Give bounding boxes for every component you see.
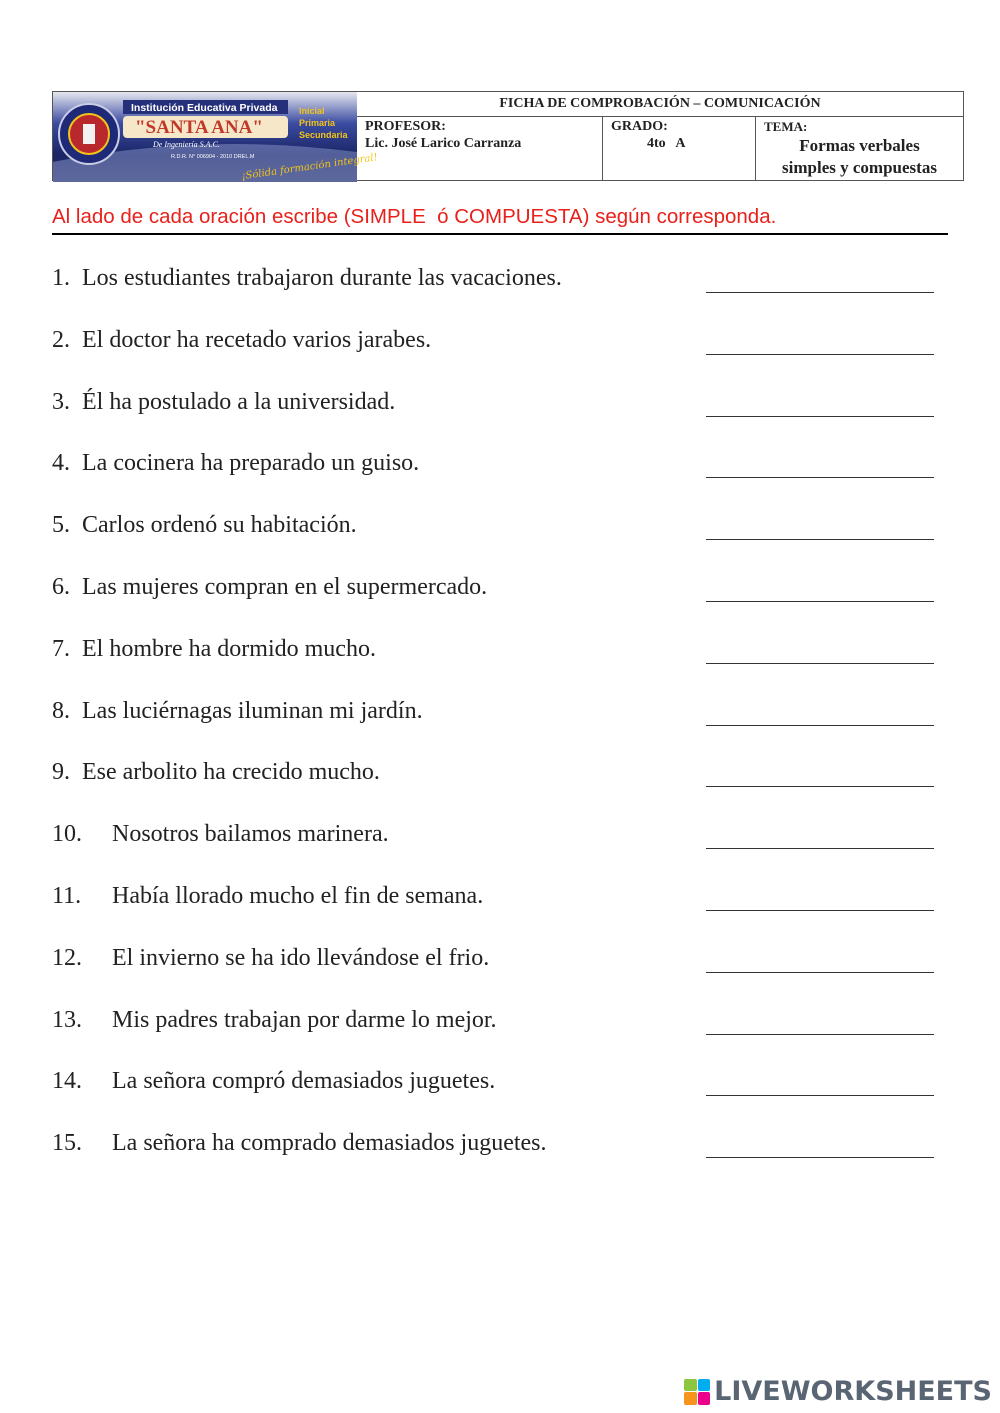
grado-label: GRADO: (611, 119, 668, 134)
answer-blank[interactable] (706, 443, 934, 478)
exercise-item (52, 938, 936, 1000)
item-sentence: Mis padres trabajan por darme lo mejor. (112, 1006, 497, 1033)
exercise-item (52, 443, 936, 505)
item-number: 9. (52, 759, 70, 786)
item-sentence: El hombre ha dormido mucho. (82, 635, 376, 662)
answer-blank[interactable] (706, 629, 934, 664)
item-sentence: Ese arbolito ha crecido mucho. (82, 759, 380, 786)
answer-blank[interactable] (706, 505, 934, 540)
answer-blank[interactable] (706, 814, 934, 849)
logo-level-inicial: Inicial (299, 106, 325, 116)
answer-blank[interactable] (706, 876, 934, 911)
answer-blank[interactable] (706, 938, 934, 973)
item-sentence: Las mujeres compran en el supermercado. (82, 573, 488, 600)
item-sentence: El doctor ha recetado varios jarabes. (82, 326, 432, 353)
logo-school-name: "SANTA ANA" (135, 117, 263, 138)
item-number: 4. (52, 450, 70, 477)
item-sentence: El invierno se ha ido llevándose el frio. (112, 944, 490, 971)
exercise-item (52, 1061, 936, 1123)
item-number: 2. (52, 326, 70, 353)
item-sentence: La señora ha comprado demasiados juguetes. (112, 1130, 547, 1157)
exercise-item (52, 320, 936, 382)
item-number: 5. (52, 512, 70, 539)
item-sentence: La señora compró demasiados juguetes. (112, 1068, 496, 1095)
logo-institution-text: Institución Educativa Privada (131, 102, 278, 114)
answer-blank[interactable] (706, 258, 934, 293)
header-info (356, 91, 964, 181)
exercise-item (52, 258, 936, 320)
exercise-item (52, 752, 936, 814)
tema-cell (756, 117, 963, 181)
item-number: 1. (52, 265, 70, 291)
answer-blank[interactable] (706, 382, 934, 417)
answer-blank[interactable] (706, 1000, 934, 1035)
exercise-item (52, 567, 936, 629)
answer-blank[interactable] (706, 1123, 934, 1158)
school-logo (52, 91, 379, 183)
divider (52, 233, 948, 235)
profesor-label: PROFESOR: (365, 119, 446, 134)
item-sentence: La cocinera ha preparado un guiso. (82, 450, 420, 477)
item-sentence: Las luciérnagas iluminan mi jardín. (82, 697, 423, 724)
item-sentence: Había llorado mucho el fin de semana. (112, 882, 484, 909)
answer-blank[interactable] (706, 567, 934, 602)
profesor-value: Lic. José Larico Carranza (365, 136, 522, 151)
exercise-item (52, 1000, 936, 1062)
liveworksheets-watermark (684, 1376, 992, 1407)
tema-label: TEMA: (764, 119, 808, 134)
tema-value-line1: Formas verbales (799, 136, 920, 155)
item-number: 12. (52, 944, 82, 971)
exercise-item (52, 382, 936, 444)
grado-cell (603, 117, 756, 181)
answer-blank[interactable] (706, 320, 934, 355)
item-number: 15. (52, 1130, 82, 1157)
logo-level-secundaria: Secundaria (299, 130, 348, 140)
item-number: 10. (52, 821, 82, 848)
item-sentence: Los estudiantes trabajaron durante las vacaciones. (82, 265, 562, 291)
item-number: 7. (52, 635, 70, 662)
item-number: 11. (52, 882, 82, 909)
profesor-cell (357, 117, 603, 181)
logo-subtitle: De Ingeniería S.A.C. (153, 140, 220, 149)
liveworksheets-logo-icon (684, 1379, 710, 1405)
exercise-item (52, 814, 936, 876)
exercise-item (52, 1123, 936, 1185)
exercise-list (52, 258, 936, 1185)
item-sentence: Él ha postulado a la universidad. (82, 388, 396, 415)
exercise-item (52, 876, 936, 938)
watermark-text: LIVEWORKSHEETS (714, 1376, 992, 1407)
exercise-item (52, 691, 936, 753)
logo-registry: R.D.R. N° 006904 - 2010 DREL.M (171, 154, 255, 160)
item-number: 13. (52, 1006, 82, 1033)
item-number: 8. (52, 697, 70, 724)
item-sentence: Carlos ordenó su habitación. (82, 512, 357, 539)
answer-blank[interactable] (706, 1061, 934, 1096)
tema-value-line2: simples y compuestas (782, 158, 937, 177)
answer-blank[interactable] (706, 691, 934, 726)
item-number: 6. (52, 573, 70, 600)
worksheet-title: FICHA DE COMPROBACIÓN – COMUNICACIÓN (357, 92, 963, 117)
instruction-text: Al lado de cada oración escribe (SIMPLE ó COMPUESTA) según corresponda. (52, 205, 777, 228)
exercise-item (52, 505, 936, 567)
item-number: 14. (52, 1068, 82, 1095)
logo-level-primaria: Primaria (299, 118, 336, 128)
answer-blank[interactable] (706, 752, 934, 787)
school-logo-graphic (53, 92, 379, 183)
exercise-item (52, 629, 936, 691)
logo-motto: ¡Sólida formación integral! (240, 152, 379, 183)
grado-value: 4to A (647, 136, 686, 151)
item-number: 3. (52, 388, 70, 415)
item-sentence: Nosotros bailamos marinera. (112, 821, 389, 848)
header-info-row (357, 117, 963, 181)
worksheet-header (52, 91, 964, 181)
